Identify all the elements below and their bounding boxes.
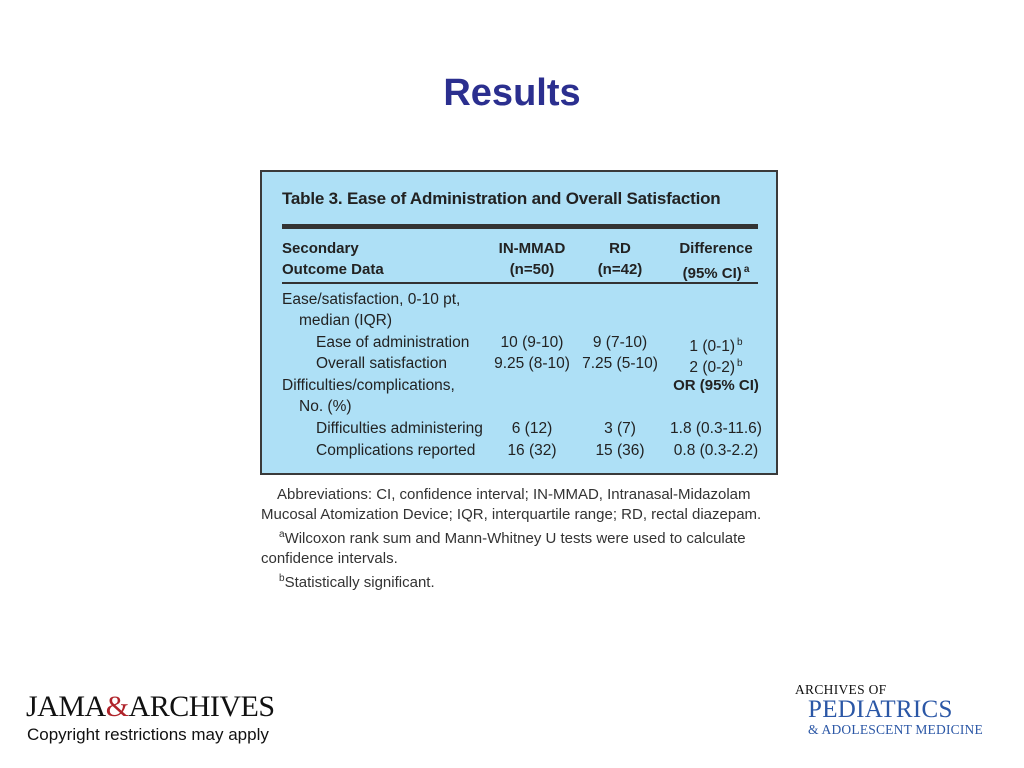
row-diff: 1.8 (0.3-11.6) — [670, 420, 762, 437]
jama-logo-left: JAMA — [26, 690, 106, 723]
table-footnotes — [261, 485, 781, 593]
footnote-a — [261, 525, 781, 549]
row-label: Ease of administration — [316, 334, 470, 351]
row-rd: 7.25 (5-10) — [582, 355, 658, 372]
row-diff-value: 2 (0-2) — [689, 359, 736, 376]
table-caption: Table 3. Ease of Administration and Overall Satisfaction — [282, 189, 721, 208]
jama-archives-logo — [26, 690, 275, 724]
row-footnote-mark: b — [737, 358, 743, 369]
footnote-b-text: Statistically significant. — [284, 574, 435, 591]
archives-pediatrics-logo — [795, 682, 1010, 738]
row-diff-value: 1 (0-1) — [689, 338, 736, 355]
header-col1-line1: Secondary — [282, 240, 359, 257]
copyright-notice: Copyright restrictions may apply — [27, 725, 269, 744]
footnote-b — [261, 569, 781, 593]
row-in-mmad: 10 (9-10) — [500, 334, 564, 351]
table-top-rule — [282, 224, 758, 229]
section2-line2: No. (%) — [299, 398, 352, 415]
footnote-a-text: Wilcoxon rank sum and Mann-Whitney U tests were used to calculate — [284, 530, 746, 547]
footnote-abbreviations — [261, 485, 781, 505]
row-in-mmad: 9.25 (8-10) — [494, 355, 570, 372]
footnote-a-mark: a — [279, 529, 285, 540]
header-col2-line1: IN-MMAD — [498, 240, 566, 257]
header-col3-line1: RD — [609, 240, 631, 257]
footnote-abbreviations-cont: Mucosal Atomization Device; IQR, interquartile range; RD, rectal diazepam. — [261, 506, 762, 523]
footnote-a-cont: confidence intervals. — [261, 550, 398, 567]
header-col3-line2: (n=42) — [597, 261, 643, 278]
row-rd: 15 (36) — [595, 442, 645, 459]
header-col2-line2: (n=50) — [509, 261, 555, 278]
section1-line2: median (IQR) — [299, 312, 393, 329]
header-rd — [576, 238, 664, 280]
header-footnote-mark: a — [743, 264, 750, 275]
jama-logo-right: ARCHIVES — [128, 690, 275, 723]
row-in-mmad: 6 (12) — [511, 420, 553, 437]
row-rd: 9 (7-10) — [592, 334, 648, 351]
header-col4-line1: Difference — [679, 240, 753, 257]
header-secondary-outcome — [282, 238, 384, 280]
header-difference — [666, 238, 766, 284]
header-col1-line2: Outcome Data — [282, 261, 384, 278]
section1-line1: Ease/satisfaction, 0-10 pt, — [282, 291, 461, 308]
archives-logo-bot: & ADOLESCENT MEDICINE — [808, 722, 983, 737]
archives-logo-mid: PEDIATRICS — [808, 696, 953, 723]
footnote-b-mark: b — [279, 573, 285, 584]
header-col4-line2: (95% CI) — [682, 265, 742, 282]
header-or-ci: OR (95% CI) — [673, 377, 759, 394]
row-label: Difficulties administering — [316, 420, 483, 437]
row-label: Complications reported — [316, 442, 476, 459]
section2-line1: Difficulties/complications, — [282, 377, 455, 394]
row-in-mmad: 16 (32) — [507, 442, 557, 459]
jama-logo-amp: & — [105, 690, 129, 723]
abbrev-line1: Abbreviations: CI, confidence interval; IN-MMAD, Intranasal-Midazolam — [277, 486, 751, 503]
row-rd: 3 (7) — [604, 420, 636, 437]
header-in-mmad — [484, 238, 580, 280]
row-diff: 0.8 (0.3-2.2) — [673, 442, 759, 459]
results-table — [260, 170, 778, 475]
table-header-rule — [282, 282, 758, 284]
row-label: Overall satisfaction — [316, 355, 447, 372]
row-footnote-mark: b — [737, 337, 743, 348]
archives-logo-top: ARCHIVES OF — [795, 682, 887, 697]
slide-title: Results — [443, 72, 581, 114]
